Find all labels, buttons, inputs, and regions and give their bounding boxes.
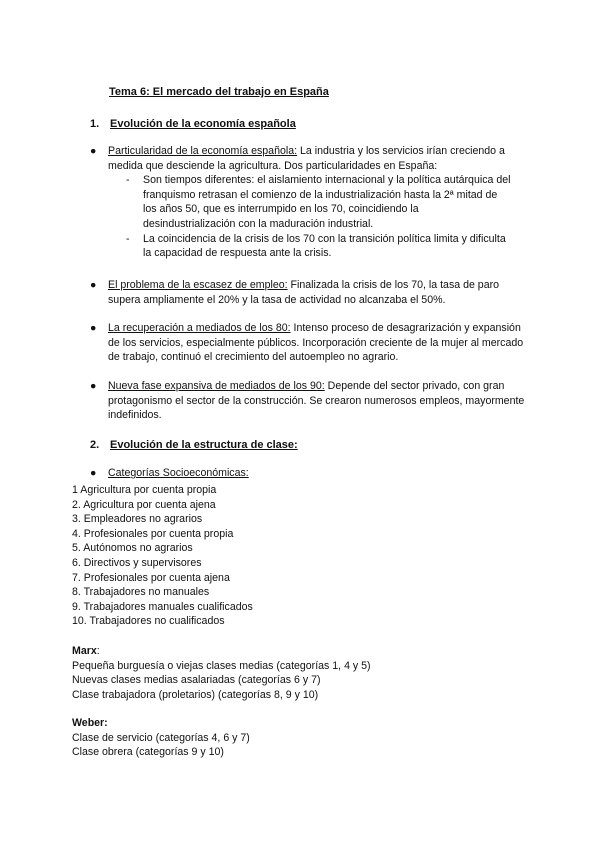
marx-heading: Marx — [72, 645, 97, 657]
section-label: Evolución de la economía española — [110, 118, 296, 130]
marx-colon: : — [96, 645, 100, 657]
bullet-icon: ● — [90, 279, 97, 291]
sub-item-text: La coincidencia de la crisis de los 70 con la transición política limita y dificulta la capacidad de respuesta ante la crisis. — [143, 232, 506, 260]
bullet-label: Particularidad de la economía española: — [108, 145, 298, 157]
dash-icon: - — [126, 232, 130, 245]
sub-item-text: Son tiempos diferentes: el aislamiento internacional y la política autárquica del franquismo retrasan el comienzo de la industrialización hasta la 2ª mitad de los años 50, que es interrumpido en los 70, coincidiendo la desindustrialización con la maduración industrial. — [143, 174, 511, 230]
section-heading-2 — [90, 439, 298, 451]
bullet-icon: ● — [90, 467, 97, 479]
bullet-text: Intenso proceso de desagrarización y expansión de los servicios, especialmente públicos. Incorporación creciente de la mujer al mercado de trabajo, continuó el crecimiento del autoempleo no agrario. — [108, 322, 524, 364]
bullet-text: La industria y los servicios irían creciendo a medida que desciende la agricultura. Dos particularidades en España: — [108, 145, 505, 172]
bullet-text: Finalizada la crisis de los 70, la tasa de paro supera ampliamente el 20% y la tasa de actividad no alcanzaba el 50%. — [108, 279, 500, 306]
list-item: Nuevas clases medias asalariadas (categorías 6 y 7) — [72, 674, 321, 687]
section-number: 1. — [90, 118, 100, 130]
marx-section — [72, 644, 371, 702]
list-item: 5. Autónomos no agrarios — [72, 542, 193, 555]
list-item: 4. Profesionales por cuenta propia — [72, 527, 234, 540]
list-item: 6. Directivos y supervisores — [72, 556, 202, 569]
bullet-icon: ● — [90, 380, 97, 392]
list-item: Pequeña burguesía o viejas clases medias (categorías 1, 4 y 5) — [72, 659, 371, 672]
section-label: Evolución de la estructura de clase: — [110, 439, 298, 451]
list-item: 9. Trabajadores manuales cualificados — [72, 600, 253, 613]
list-item: 10. Trabajadores no cualificados — [72, 615, 225, 628]
document-title: Tema 6: El mercado del trabajo en España — [109, 86, 329, 98]
sub-item — [126, 173, 513, 231]
section-number: 2. — [90, 439, 100, 451]
weber-heading: Weber: — [72, 717, 108, 729]
bullet-label: Categorías Socioeconómicas: — [108, 467, 249, 479]
bullet-escasez-empleo — [90, 278, 530, 307]
bullet-particularidad — [90, 144, 530, 261]
list-item: Clase de servicio (categorías 4, 6 y 7) — [72, 731, 250, 744]
list-item: 8. Trabajadores no manuales — [72, 586, 210, 599]
sub-item — [126, 232, 513, 261]
bullet-recuperacion-80 — [90, 321, 530, 365]
bullet-text: Depende del sector privado, con gran protagonismo el sector de la construcción. Se crearon numerosos empleos, mayormente indefinidos. — [108, 380, 525, 422]
dash-icon: - — [126, 174, 130, 187]
categories-list — [72, 483, 253, 629]
bullet-label: La recuperación a mediados de los 80: — [108, 322, 291, 334]
bullet-icon: ● — [90, 322, 97, 334]
bullet-label: El problema de la escasez de empleo: — [108, 279, 288, 291]
list-item: Clase obrera (categorías 9 y 10) — [72, 746, 224, 759]
bullet-label: Nueva fase expansiva de mediados de los 90: — [108, 380, 325, 392]
bullet-categorias — [90, 466, 530, 481]
list-item: 7. Profesionales por cuenta ajena — [72, 571, 230, 584]
list-item: 3. Empleadores no agrarios — [72, 513, 203, 526]
list-item: Clase trabajadora (proletarios) (categorías 8, 9 y 10) — [72, 688, 319, 701]
bullet-icon: ● — [90, 145, 97, 157]
bullet-fase-expansiva-90 — [90, 379, 530, 423]
weber-section — [72, 716, 250, 760]
list-item: 1 Agricultura por cuenta propia — [72, 484, 217, 496]
section-heading-1 — [90, 118, 296, 130]
list-item: 2. Agricultura por cuenta ajena — [72, 498, 216, 511]
